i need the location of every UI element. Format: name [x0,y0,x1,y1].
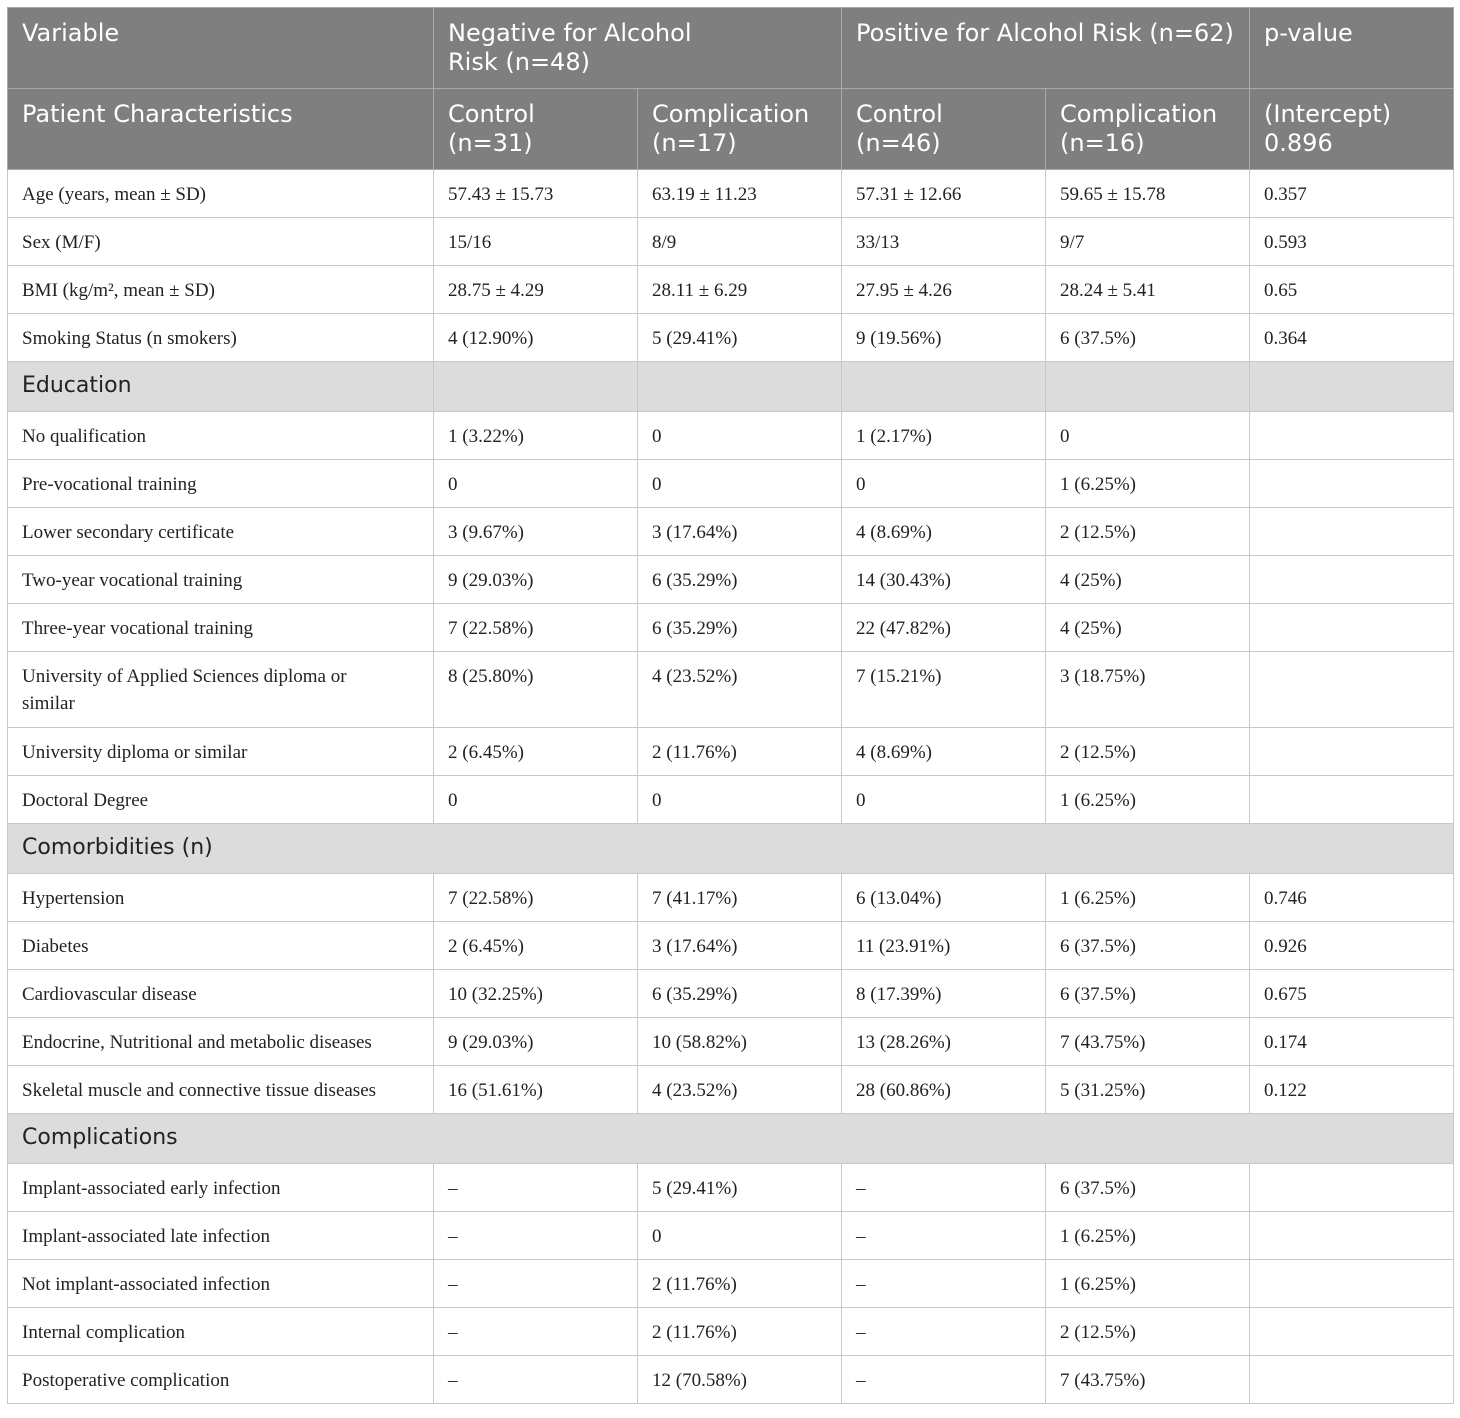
pos-complication-value: 2 (12.5%) [1046,508,1250,556]
neg-control-value: 7 (22.58%) [434,874,638,922]
section-empty-cell [434,362,638,412]
row-label: Sex (M/F) [8,218,434,266]
section-header-row [8,824,1454,874]
p-value: 0.364 [1250,314,1454,362]
neg-complication-value: 0 [638,460,842,508]
neg-complication-value: 3 (17.64%) [638,508,842,556]
section-title: Comorbidities (n) [8,824,1454,874]
header-pos-complication: Complication (n=16) [1046,89,1250,170]
row-label: Diabetes [8,922,434,970]
p-value [1250,1212,1454,1260]
pos-control-value: 1 (2.17%) [842,412,1046,460]
neg-complication-value: 2 (11.76%) [638,1260,842,1308]
table-row [8,460,1454,508]
neg-complication-value: 5 (29.41%) [638,1164,842,1212]
pos-control-value: 0 [842,460,1046,508]
row-label: Age (years, mean ± SD) [8,170,434,218]
pos-complication-value: 5 (31.25%) [1046,1066,1250,1114]
pos-complication-value: 59.65 ± 15.78 [1046,170,1250,218]
section-empty-cell [1046,362,1250,412]
row-label: Smoking Status (n smokers) [8,314,434,362]
neg-complication-value: 0 [638,412,842,460]
pos-control-value: – [842,1260,1046,1308]
p-value [1250,508,1454,556]
pos-control-value: 9 (19.56%) [842,314,1046,362]
pos-complication-value: 1 (6.25%) [1046,460,1250,508]
neg-complication-value: 7 (41.17%) [638,874,842,922]
p-value [1250,652,1454,728]
neg-complication-value: 4 (23.52%) [638,1066,842,1114]
pos-control-value: 8 (17.39%) [842,970,1046,1018]
section-header-row [8,362,1454,412]
p-value: 0.122 [1250,1066,1454,1114]
neg-complication-value: 2 (11.76%) [638,1308,842,1356]
table-row [8,728,1454,776]
neg-complication-value: 4 (23.52%) [638,652,842,728]
pos-control-value: – [842,1356,1046,1404]
table-row [8,1308,1454,1356]
pos-control-value: 28 (60.86%) [842,1066,1046,1114]
table-row [8,1212,1454,1260]
row-label: Postoperative complication [8,1356,434,1404]
row-label: No qualification [8,412,434,460]
header-variable: Variable [8,8,434,89]
table-row [8,970,1454,1018]
header-negative-alcohol-risk: Negative for Alcohol Risk (n=48) [434,8,842,89]
header-neg-control: Control (n=31) [434,89,638,170]
characteristics-table [7,7,1454,1404]
row-label: Pre-vocational training [8,460,434,508]
p-value [1250,1356,1454,1404]
p-value: 0.357 [1250,170,1454,218]
neg-complication-value: 63.19 ± 11.23 [638,170,842,218]
p-value [1250,460,1454,508]
pos-complication-value: 1 (6.25%) [1046,874,1250,922]
p-value [1250,1308,1454,1356]
p-value [1250,556,1454,604]
pos-complication-value: 3 (18.75%) [1046,652,1250,728]
table-row [8,1164,1454,1212]
neg-control-value: – [434,1260,638,1308]
pos-complication-value: 6 (37.5%) [1046,970,1250,1018]
neg-complication-value: 6 (35.29%) [638,604,842,652]
pos-complication-value: 4 (25%) [1046,556,1250,604]
table-row [8,412,1454,460]
neg-complication-value: 0 [638,1212,842,1260]
header-positive-alcohol-risk: Positive for Alcohol Risk (n=62) [842,8,1250,89]
pos-complication-value: 1 (6.25%) [1046,1212,1250,1260]
header-row-subgroup [8,89,1454,170]
p-value: 0.65 [1250,266,1454,314]
neg-complication-value: 8/9 [638,218,842,266]
neg-control-value: 10 (32.25%) [434,970,638,1018]
pos-complication-value: 7 (43.75%) [1046,1356,1250,1404]
neg-complication-value: 6 (35.29%) [638,556,842,604]
pos-complication-value: 1 (6.25%) [1046,1260,1250,1308]
header-row-group [8,8,1454,89]
table-row [8,266,1454,314]
pos-control-value: 13 (28.26%) [842,1018,1046,1066]
row-label: University of Applied Sciences diploma or similar [8,652,434,728]
p-value: 0.926 [1250,922,1454,970]
neg-control-value: 9 (29.03%) [434,1018,638,1066]
p-value [1250,728,1454,776]
table-row [8,1018,1454,1066]
table-row [8,922,1454,970]
table-row [8,508,1454,556]
neg-complication-value: 3 (17.64%) [638,922,842,970]
row-label: Skeletal muscle and connective tissue diseases [8,1066,434,1114]
table-row [8,218,1454,266]
neg-control-value: – [434,1164,638,1212]
neg-control-value: 0 [434,776,638,824]
table-row [8,556,1454,604]
section-header-row [8,1114,1454,1164]
section-empty-cell [842,362,1046,412]
p-value: 0.593 [1250,218,1454,266]
row-label: Implant-associated late infection [8,1212,434,1260]
pos-complication-value: 7 (43.75%) [1046,1018,1250,1066]
pos-control-value: – [842,1164,1046,1212]
row-label: University diploma or similar [8,728,434,776]
neg-control-value: – [434,1356,638,1404]
row-label: Implant-associated early infection [8,1164,434,1212]
pos-complication-value: 1 (6.25%) [1046,776,1250,824]
table-row [8,1356,1454,1404]
pos-control-value: – [842,1212,1046,1260]
pos-control-value: 7 (15.21%) [842,652,1046,728]
pos-complication-value: 0 [1046,412,1250,460]
row-label: Internal complication [8,1308,434,1356]
section-empty-cell [638,362,842,412]
comorbidities-group [8,824,1454,1114]
p-value: 0.746 [1250,874,1454,922]
neg-control-value: 4 (12.90%) [434,314,638,362]
neg-control-value: – [434,1308,638,1356]
neg-control-value: 1 (3.22%) [434,412,638,460]
pos-control-value: – [842,1308,1046,1356]
row-label: Not implant-associated infection [8,1260,434,1308]
table-row [8,314,1454,362]
pos-control-value: 22 (47.82%) [842,604,1046,652]
table-row [8,604,1454,652]
header-patient-characteristics: Patient Characteristics [8,89,434,170]
neg-complication-value: 28.11 ± 6.29 [638,266,842,314]
p-value [1250,604,1454,652]
row-label: Two-year vocational training [8,556,434,604]
p-value: 0.174 [1250,1018,1454,1066]
p-value [1250,1164,1454,1212]
header-pos-control: Control (n=46) [842,89,1046,170]
neg-control-value: 28.75 ± 4.29 [434,266,638,314]
neg-complication-value: 6 (35.29%) [638,970,842,1018]
pos-control-value: 0 [842,776,1046,824]
neg-complication-value: 5 (29.41%) [638,314,842,362]
p-value [1250,412,1454,460]
neg-control-value: 7 (22.58%) [434,604,638,652]
pos-control-value: 33/13 [842,218,1046,266]
header-intercept: (Intercept) 0.896 [1250,89,1454,170]
row-label: Doctoral Degree [8,776,434,824]
pos-complication-value: 6 (37.5%) [1046,922,1250,970]
table-row [8,1260,1454,1308]
header-p-value: p-value [1250,8,1454,89]
neg-complication-value: 12 (70.58%) [638,1356,842,1404]
section-title: Education [8,362,434,412]
pos-control-value: 4 (8.69%) [842,728,1046,776]
pos-complication-value: 28.24 ± 5.41 [1046,266,1250,314]
row-label: Hypertension [8,874,434,922]
row-label: Cardiovascular disease [8,970,434,1018]
table-row [8,776,1454,824]
neg-complication-value: 0 [638,776,842,824]
patient-characteristics-group [8,170,1454,362]
table-row [8,1066,1454,1114]
pos-control-value: 11 (23.91%) [842,922,1046,970]
neg-control-value: 57.43 ± 15.73 [434,170,638,218]
pos-control-value: 57.31 ± 12.66 [842,170,1046,218]
neg-control-value: 2 (6.45%) [434,922,638,970]
neg-complication-value: 10 (58.82%) [638,1018,842,1066]
row-label: Lower secondary certificate [8,508,434,556]
p-value [1250,776,1454,824]
table-row [8,170,1454,218]
pos-complication-value: 2 (12.5%) [1046,728,1250,776]
row-label: Endocrine, Nutritional and metabolic diseases [8,1018,434,1066]
p-value: 0.675 [1250,970,1454,1018]
education-group [8,362,1454,824]
neg-control-value: 16 (51.61%) [434,1066,638,1114]
section-title: Complications [8,1114,1454,1164]
pos-complication-value: 6 (37.5%) [1046,1164,1250,1212]
complications-group [8,1114,1454,1404]
table-row [8,874,1454,922]
pos-control-value: 4 (8.69%) [842,508,1046,556]
pos-control-value: 6 (13.04%) [842,874,1046,922]
p-value [1250,1260,1454,1308]
neg-control-value: 9 (29.03%) [434,556,638,604]
pos-complication-value: 2 (12.5%) [1046,1308,1250,1356]
neg-control-value: 3 (9.67%) [434,508,638,556]
neg-control-value: 15/16 [434,218,638,266]
neg-control-value: 8 (25.80%) [434,652,638,728]
neg-control-value: 0 [434,460,638,508]
pos-complication-value: 4 (25%) [1046,604,1250,652]
header-neg-complication: Complication (n=17) [638,89,842,170]
pos-control-value: 27.95 ± 4.26 [842,266,1046,314]
section-empty-cell [1250,362,1454,412]
neg-control-value: – [434,1212,638,1260]
row-label: Three-year vocational training [8,604,434,652]
table-row [8,652,1454,728]
pos-control-value: 14 (30.43%) [842,556,1046,604]
row-label: BMI (kg/m², mean ± SD) [8,266,434,314]
pos-complication-value: 6 (37.5%) [1046,314,1250,362]
neg-control-value: 2 (6.45%) [434,728,638,776]
pos-complication-value: 9/7 [1046,218,1250,266]
neg-complication-value: 2 (11.76%) [638,728,842,776]
